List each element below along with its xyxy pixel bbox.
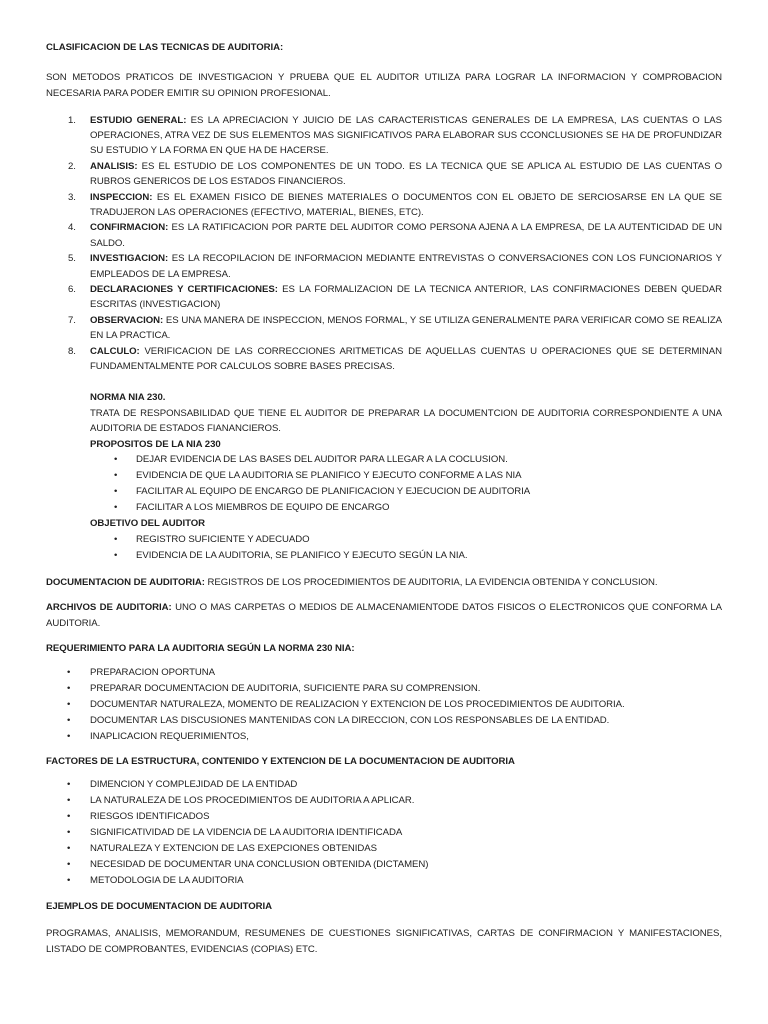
technique-item: 2. ANALISIS: ES EL ESTUDIO DE LOS COMPONENTES DE UN TODO. ES LA TECNICA QUE SE APLICA AL ESTUDIO DE LAS CUENTAS O RUBROS GENERICOS DE LOS ESTADOS FINANCIEROS. (68, 160, 722, 188)
list-item: • INAPLICACION REQUERIMIENTOS, (90, 729, 722, 745)
nia-text: TRATA DE RESPONSABILIDAD QUE TIENE EL AUDITOR DE PREPARAR LA DOCUMENTCION DE AUDITORIA CORRESPONDIENTE A UNA AUDITORIA DE ESTADOS FIANANCIEROS. (90, 407, 722, 435)
intro-paragraph: SON METODOS PRATICOS DE INVESTIGACION Y PRUEBA QUE EL AUDITOR UTILIZA PARA LOGRAR LA INFORMACION Y COMPROBACION NECESARIA PARA PODER EMITIR SU OPINION PROFESIONAL. (46, 71, 722, 99)
bullet-icon: • (67, 843, 71, 855)
bullet-icon: • (114, 486, 118, 498)
list-item: • FACILITAR AL EQUIPO DE ENCARGO DE PLANIFICACION Y EJECUCION DE AUDITORIA (136, 484, 722, 500)
list-item: • DEJAR EVIDENCIA DE LAS BASES DEL AUDITOR PARA LLEGAR A LA COCLUSION. (136, 452, 722, 468)
list-item: • SIGNIFICATIVIDAD DE LA VIDENCIA DE LA AUDITORIA IDENTIFICADA (90, 825, 722, 841)
bullet-icon: • (67, 795, 71, 807)
list-item: • LA NATURALEZA DE LOS PROCEDIMIENTOS DE AUDITORIA A APLICAR. (90, 793, 722, 809)
list-item: • FACILITAR A LOS MIEMBROS DE EQUIPO DE ENCARGO (136, 500, 722, 516)
list-item: • DOCUMENTAR NATURALEZA, MOMENTO DE REALIZACION Y EXTENCION DE LOS PROCEDIMIENTOS DE AUDITORIA. (90, 697, 722, 713)
requerimiento-list (46, 665, 722, 745)
purposes-list (46, 452, 722, 516)
bullet-icon: • (67, 682, 71, 694)
bullet-icon: • (67, 666, 71, 678)
list-item: • NATURALEZA Y EXTENCION DE LAS EXEPCIONES OBTENIDAS (90, 841, 722, 857)
purposes-heading: PROPOSITOS DE LA NIA 230 (90, 438, 221, 450)
factores-heading: FACTORES DE LA ESTRUCTURA, CONTENIDO Y EXTENCION DE LA DOCUMENTACION DE AUDITORIA (46, 755, 515, 767)
documentacion-paragraph: DOCUMENTACION DE AUDITORIA: REGISTROS DE LOS PROCEDIMIENTOS DE AUDITORIA, LA EVIDENCIA OBTENIDA Y CONCLUSION. (46, 576, 658, 588)
bullet-icon: • (67, 859, 71, 871)
list-item: • EVIDENCIA DE QUE LA AUDITORIA SE PLANIFICO Y EJECUTO CONFORME A LAS NIA (136, 468, 722, 484)
requerimiento-heading: REQUERIMIENTO PARA LA AUDITORIA SEGÚN LA NORMA 230 NIA: (46, 643, 355, 655)
technique-item: 6. DECLARACIONES Y CERTIFICACIONES: ES LA FORMALIZACION DE LA TECNICA ANTERIOR, LAS CONFIRMACIONES DEBEN QUEDAR ESCRITAS (INVESTIGACION) (68, 283, 722, 311)
nia-heading: NORMA NIA 230. (90, 392, 166, 404)
document-body (46, 40, 722, 958)
list-item: • PREPARACION OPORTUNA (90, 665, 722, 681)
list-item: • DOCUMENTAR LAS DISCUSIONES MANTENIDAS CON LA DIRECCION, CON LOS RESPONSABLES DE LA ENTIDAD. (90, 713, 722, 729)
technique-item: 7. OBSERVACION: ES UNA MANERA DE INSPECCION, MENOS FORMAL, Y SE UTILIZA GENERALMENTE PARA VERIFICAR COMO SE REALIZA EN LA PRACTICA. (68, 314, 722, 342)
list-item: • PREPARAR DOCUMENTACION DE AUDITORIA, SUFICIENTE PARA SU COMPRENSION. (90, 681, 722, 697)
bullet-icon: • (67, 779, 71, 791)
technique-item: 8. CALCULO: VERIFICACION DE LAS CORRECCIONES ARITMETICAS DE AQUELLAS CUENTAS U OPERACIONES QUE SE DETERMINAN FUNDAMENTALMENTE POR CALCULOS SOBRE BASES PRECISAS. (68, 345, 722, 372)
list-item: • EVIDENCIA DE LA AUDITORIA, SE PLANIFICO Y EJECUTO SEGÚN LA NIA. (136, 548, 722, 564)
technique-item: 4. CONFIRMACION: ES LA RATIFICACION POR PARTE DEL AUDITOR COMO PERSONA AJENA A LA EMPRESA, DE LA AUTENTICIDAD DE UN SALDO. (68, 222, 722, 249)
objectives-list (46, 532, 722, 564)
factores-list (46, 777, 722, 889)
bullet-icon: • (67, 698, 71, 710)
techniques-list (46, 113, 722, 375)
technique-item: 5. INVESTIGACION: ES LA RECOPILACION DE INFORMACION MEDIANTE ENTREVISTAS O CONVERSACIONES CON LOS FUNCIONARIOS Y EMPLEADOS DE LA EMPRESA. (68, 253, 722, 280)
ejemplos-heading: EJEMPLOS DE DOCUMENTACION DE AUDITORIA (46, 901, 273, 913)
technique-item: 3. INSPECCION: ES EL EXAMEN FISICO DE BIENES MATERIALES O DOCUMENTOS CON EL OBJETO DE SERCIOSARSE EN LA QUE SE TRADUJERON LAS OPERACIONES (EFECTIVO, MATERIAL, BIENES, ETC). (68, 191, 722, 218)
nia-section (46, 390, 722, 452)
archivos-paragraph: ARCHIVOS DE AUDITORIA: UNO O MAS CARPETAS O MEDIOS DE ALMACENAMIENTODE DATOS FISICOS O ELECTRONICOS QUE CONFORMA LA AUDITORIA. (46, 602, 722, 629)
bullet-icon: • (114, 549, 118, 561)
bullet-icon: • (67, 811, 71, 823)
bullet-icon: • (114, 502, 118, 514)
ejemplos-text: PROGRAMAS, ANALISIS, MEMORANDUM, RESUMENES DE CUESTIONES SIGNIFICATIVAS, CARTAS DE CONFIRMACION Y MANIFESTACIONES, LISTADO DE COMPROBANTES, EVIDENCIAS (COPIAS) ETC. (46, 927, 722, 955)
bullet-icon: • (114, 454, 118, 466)
bullet-icon: • (67, 827, 71, 839)
bullet-icon: • (114, 533, 118, 545)
list-item: • REGISTRO SUFICIENTE Y ADECUADO (136, 532, 722, 548)
bullet-icon: • (67, 730, 71, 742)
document-title: CLASIFICACION DE LAS TECNICAS DE AUDITORIA: (46, 42, 284, 53)
list-item: • DIMENCION Y COMPLEJIDAD DE LA ENTIDAD (90, 777, 722, 793)
list-item: • METODOLOGIA DE LA AUDITORIA (90, 873, 722, 889)
bullet-icon: • (67, 875, 71, 887)
objective-heading: OBJETIVO DEL AUDITOR (90, 518, 206, 530)
list-item: • RIESGOS IDENTIFICADOS (90, 809, 722, 825)
bullet-icon: • (114, 470, 118, 482)
bullet-icon: • (67, 714, 71, 726)
list-item: • NECESIDAD DE DOCUMENTAR UNA CONCLUSION OBTENIDA (DICTAMEN) (90, 857, 722, 873)
technique-item: 1. ESTUDIO GENERAL: ES LA APRECIACION Y JUICIO DE LAS CARACTERISTICAS GENERALES DE LA EMPRESA, LAS CUENTAS O LAS OPERACIONES, ATRA VEZ DE SUS ELEMENTOS MAS SIGNIFICATIVOS PARA ELABORAR SUS CCONCLUSIONES SE HA DE PROFUNDIZAR SU ESTUDIO Y LA FORMA EN QUE HA DE HACERSE. (68, 114, 722, 157)
